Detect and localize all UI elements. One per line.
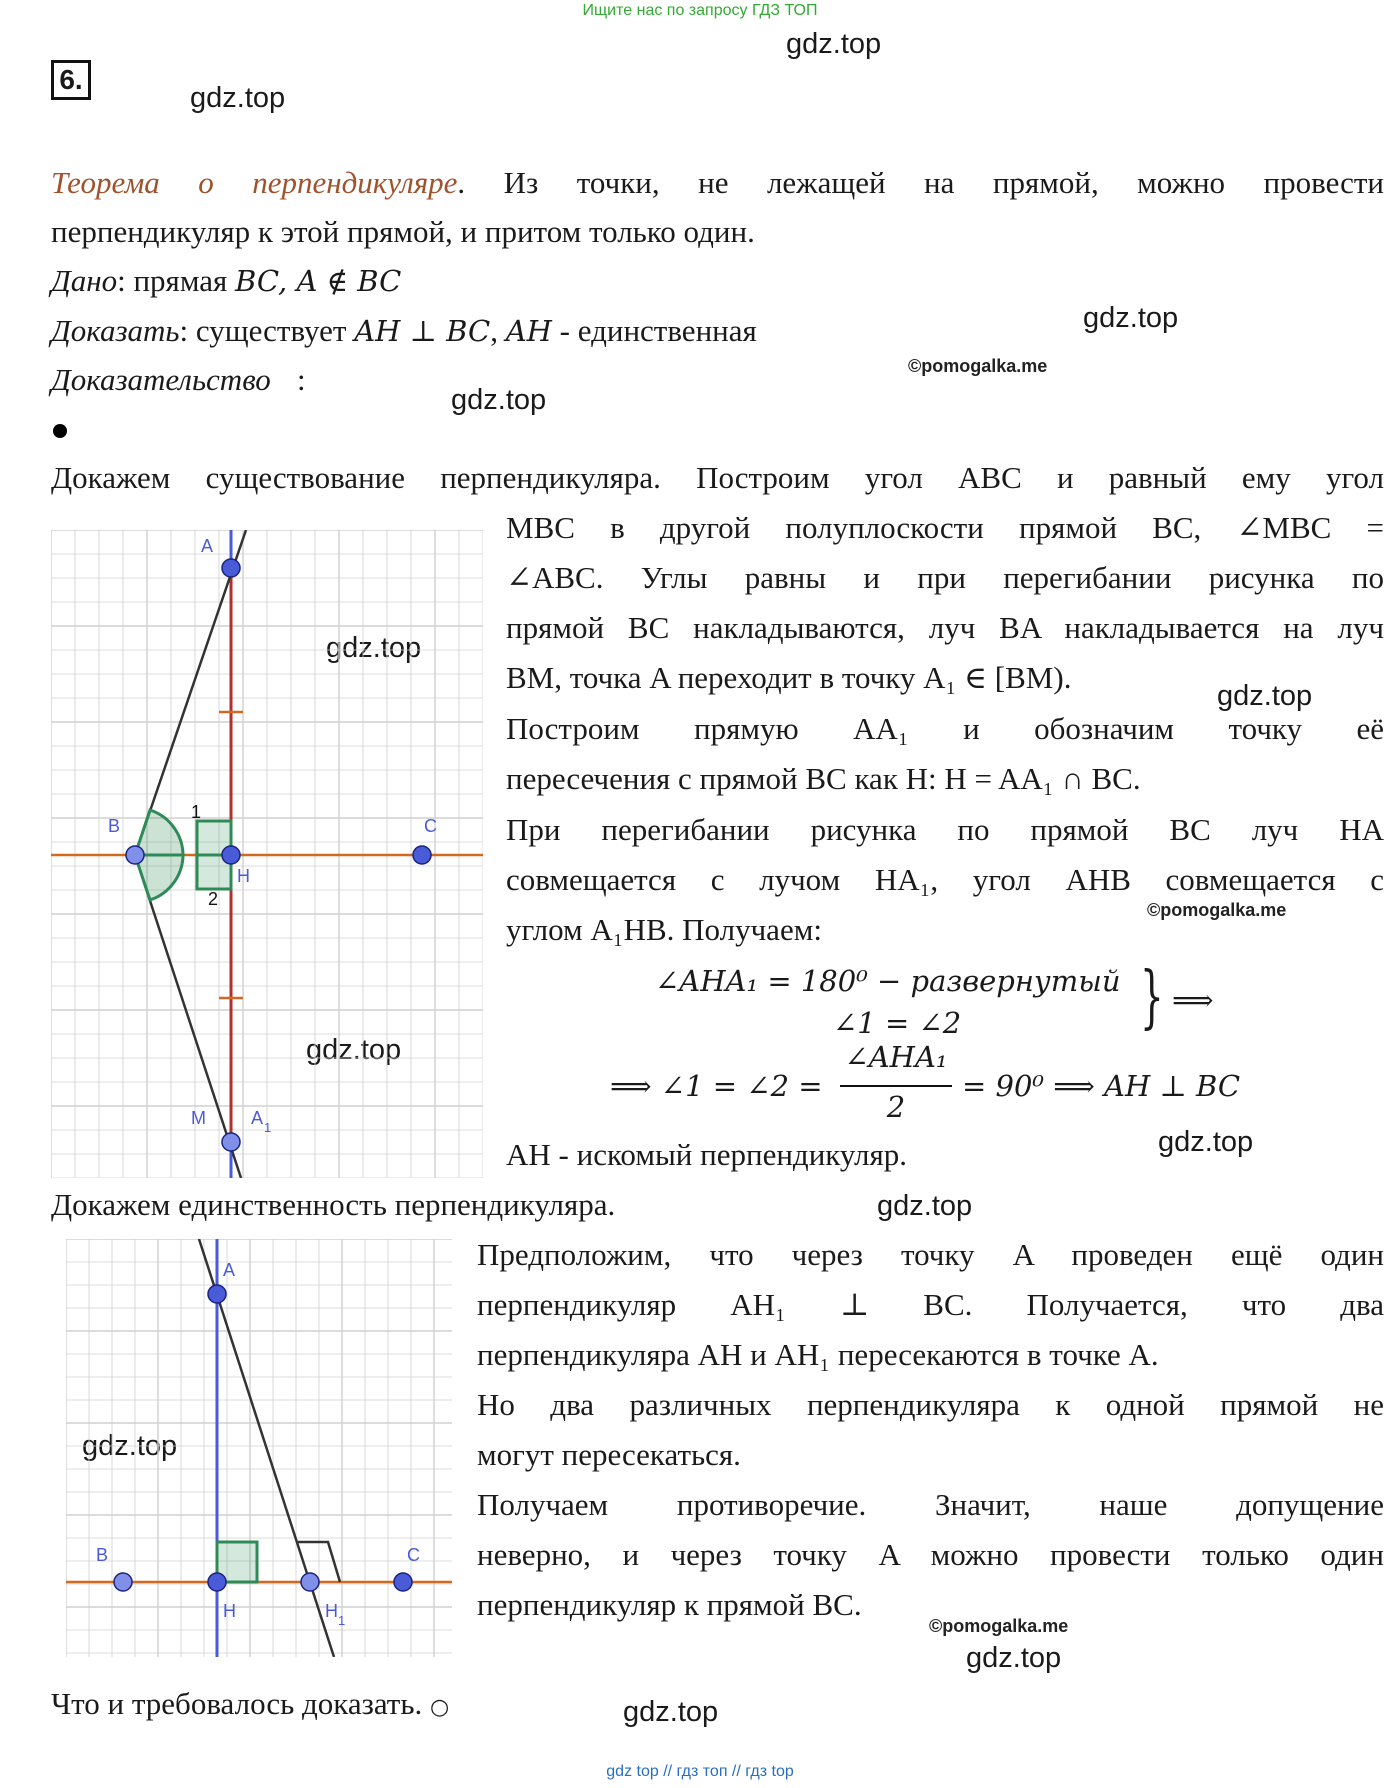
prove-text: : существует [179,313,355,348]
existence-p2-line: пересечения с прямой BC как H: H = AA₁ ∩ BC. [506,761,1141,796]
watermark-gdz: gdz.top [451,384,547,416]
watermark-gdz: gdz.top [623,1696,719,1728]
point-a [222,559,240,577]
point-h [222,846,240,864]
final-line [51,1684,449,1728]
bullet [53,424,67,438]
watermark-pomogalka: ©pomogalka.me [929,1616,1069,1636]
top-banner[interactable]: Ищите нас по запросу ГДЗ ТОП [582,2,818,19]
point-a [208,1285,226,1303]
label-c: C [407,1545,420,1565]
label-a1-sub: 1 [264,1120,272,1135]
figure-grid [66,1239,452,1657]
label-angle-1: 1 [191,802,202,822]
prove-sep: , [490,313,506,348]
existence-p1-line: прямой BC накладываются, луч BA накладывается на луч [506,610,1384,645]
prove-suffix: - единственная [551,313,757,348]
label-a1: A [251,1108,264,1128]
label-h1-sub: 1 [338,1613,346,1628]
uniqueness-p1-line: перпендикуляра AH и AH₁ пересекаются в точке A. [477,1337,1159,1372]
system-implies: ⟹ [1172,983,1214,1017]
uniqueness-p3-line: Получаем противоречие. Значит, наше допущение [477,1487,1384,1522]
figure-uniqueness [66,1239,452,1657]
point-b [126,846,144,864]
label-angle-2: 2 [208,889,219,909]
existence-p1-line: BM, точка A переходит в точку A₁ ∈ [BM). [506,660,1072,695]
task-number: 6. [51,60,91,100]
system-brace: } [1140,958,1164,1037]
point-b [114,1573,132,1591]
ray-bm [135,855,241,1178]
point-h [208,1573,226,1591]
watermark-gdz: gdz.top [966,1642,1062,1674]
uniqueness-p3-line: неверно, и через точку A можно провести только один [477,1537,1384,1572]
point-h1 [301,1573,319,1591]
proof-colon: : [297,362,306,397]
theorem-line-1 [51,163,1384,203]
prove-line [51,311,757,351]
fraction-numerator: ∠AHA₁ [844,1040,948,1074]
theorem-line-2: перпендикуляр к этой прямой, и притом только один. [51,214,755,249]
prove-label: Доказать [51,313,180,348]
angle-mbc-arc [135,855,183,900]
uniqueness-p2-line: Но два различных перпендикуляра к одной прямой не [477,1387,1384,1422]
existence-p3-line: совмещается с лучом HA₁, угол AHB совмещается с [506,862,1384,897]
uniqueness-p1-line: Предположим, что через точку A проведен ещё один [477,1237,1384,1272]
existence-conclusion: AH - искомый перпендикуляр. [506,1137,908,1172]
label-m: M [191,1108,206,1128]
label-b: B [108,816,121,836]
fraction-rhs: = 90⁰ ⟹ AH ⊥ BC [962,1069,1241,1103]
given-label: Дано [51,263,118,298]
watermark-pomogalka: ©pomogalka.me [908,356,1048,376]
point-a1 [222,1133,240,1151]
watermark-gdz: gdz.top [190,82,286,114]
watermark-gdz: gdz.top [1158,1126,1254,1158]
system-line-2 [833,1003,961,1043]
prove-math-2: AH [505,314,552,348]
existence-p1-line: MBC в другой полуплоскости прямой BC, ∠MBC = [506,510,1384,545]
existence-p1-line: ∠ABC. Углы равны и при перегибании рисунка по [506,560,1384,595]
uniqueness-intro: Докажем единственность перпендикуляра. [51,1187,616,1222]
fraction-lhs: ⟹ ∠1 = ∠2 = [610,1069,823,1103]
watermark-gdz: gdz.top [1083,302,1179,334]
label-a: A [201,536,214,556]
uniqueness-p3-line: перпендикуляр к прямой BC. [477,1587,862,1622]
uniqueness-p2-line: могут пересекаться. [477,1437,741,1472]
existence-intro: Докажем существование перпендикуляра. Построим угол ABC и равный ему угол [51,460,1384,495]
proof-label: Доказательство [51,362,271,397]
watermark-gdz: gdz.top [306,1034,402,1066]
watermark-gdz: gdz.top [326,632,422,664]
given-line [51,261,401,301]
point-c [394,1573,412,1591]
existence-p3-line: При перегибании рисунка по прямой BC луч HA [506,812,1384,847]
given-math: BC, A ∉ BC [235,264,402,298]
label-h: H [223,1601,236,1621]
label-h: H [237,866,250,886]
label-a: A [223,1260,236,1280]
watermark-pomogalka: ©pomogalka.me [1147,900,1287,920]
given-text: : прямая [117,263,235,298]
theorem-title: Теорема о перпендикуляре [51,165,458,200]
label-b: B [96,1545,109,1565]
uniqueness-p1-line: перпендикуляр AH₁ ⊥ BC. Получается, что два [477,1287,1384,1322]
final-text: Что и требовалось доказать. [51,1686,423,1721]
system-eq-2: ∠1 = ∠2 [833,1006,962,1040]
existence-p3-line: углом A₁HB. Получаем: [506,912,822,947]
existence-p2-line: Построим прямую AA₁ и обозначим точку её [506,711,1384,746]
figure-existence [51,530,483,1178]
footer-links[interactable]: gdz top // гдз топ // гдз top [606,1763,794,1780]
point-c [413,846,431,864]
system-line-1 [655,961,1121,1001]
watermark-gdz: gdz.top [1217,680,1313,712]
theorem-text: . Из точки, не лежащей на прямой, можно провести [457,165,1385,200]
label-h1: H [325,1601,338,1621]
system-eq-1: ∠AHA₁ = 180⁰ − развернутый [655,964,1121,998]
label-c: C [424,816,437,836]
prove-math-1: AH ⊥ BC [354,314,491,348]
fraction-denominator: 2 [886,1090,906,1124]
final-mark: ○ [430,1695,450,1720]
watermark-gdz: gdz.top [786,28,882,60]
watermark-gdz: gdz.top [82,1430,178,1462]
watermark-gdz: gdz.top [877,1190,973,1222]
angle-abc-arc [135,810,183,855]
fraction-bar [840,1085,952,1087]
